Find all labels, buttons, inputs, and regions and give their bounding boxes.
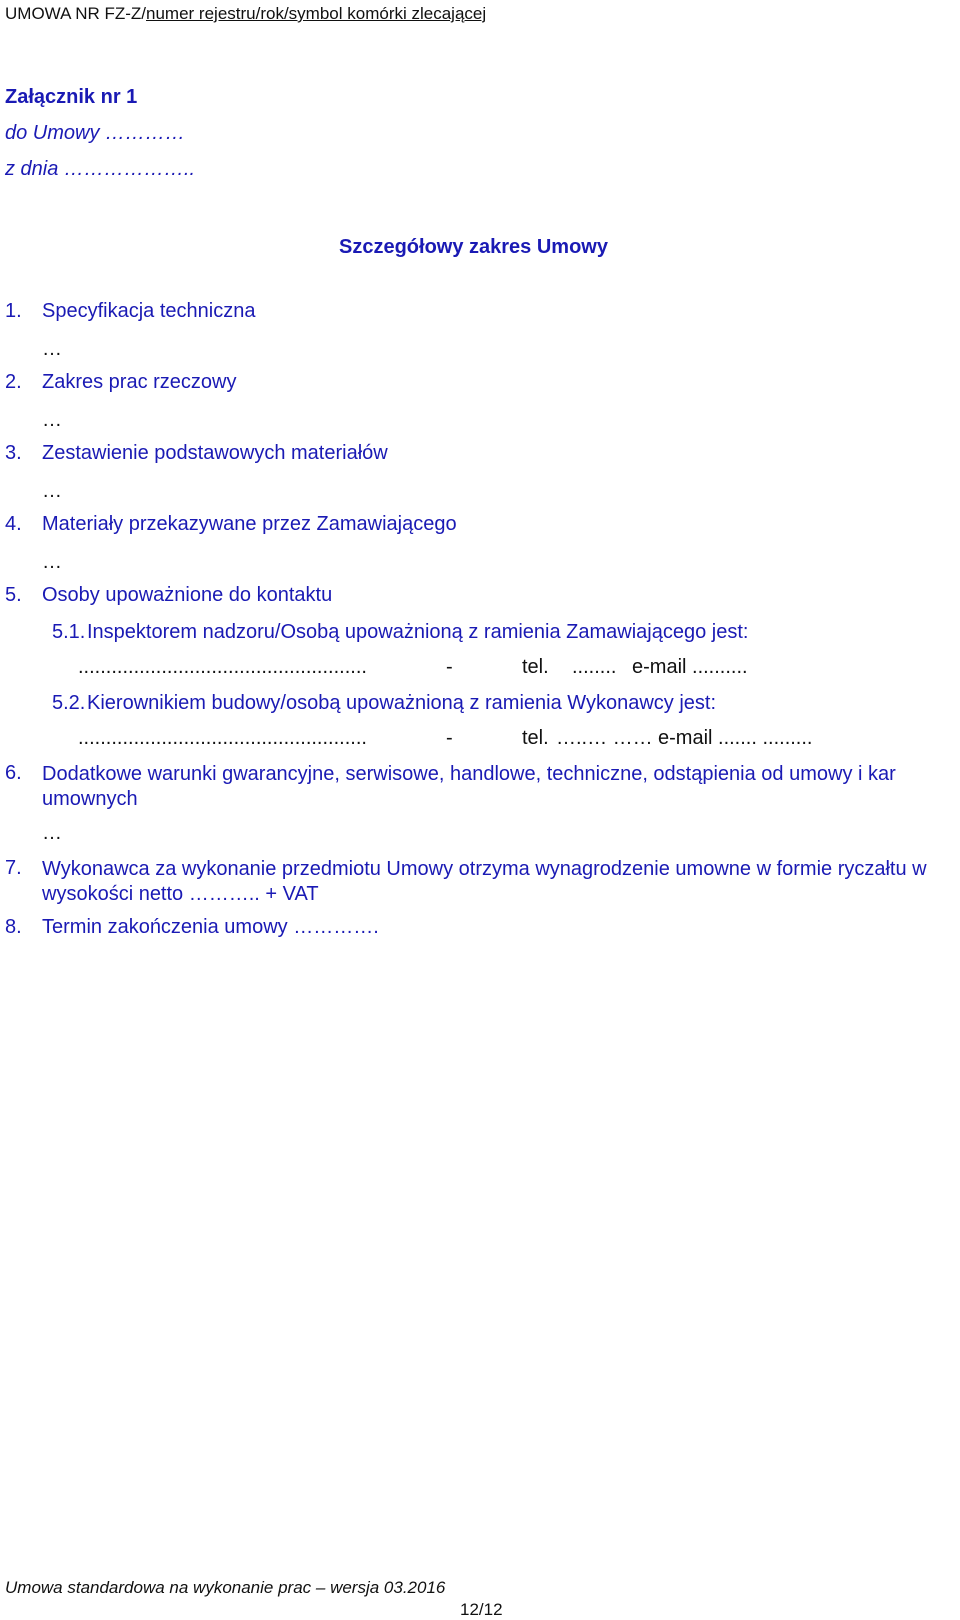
- annex-contract: do Umowy …………: [5, 122, 186, 144]
- ellipsis-placeholder: …: [42, 480, 62, 502]
- item-number: 1.: [5, 300, 22, 322]
- sub-item-text: Kierownikiem budowy/osobą upoważnioną z ramienia Wykonawcy jest:: [87, 692, 717, 714]
- contact-email: e-mail ....... .........: [658, 727, 813, 749]
- item-text: Materiały przekazywane przez Zamawiającego: [42, 513, 457, 535]
- item-text: Osoby upoważnione do kontaktu: [42, 584, 333, 606]
- contact-name-dots: ....................................................: [78, 727, 367, 749]
- page-number: 12/12: [460, 1600, 503, 1619]
- item-number: 8.: [5, 916, 22, 938]
- ellipsis-placeholder: …: [42, 551, 62, 573]
- item-text: Dodatkowe warunki gwarancyjne, serwisowe, handlowe, techniczne, odstąpienia od umowy i kar umownych: [42, 763, 896, 810]
- document-header: [5, 4, 486, 24]
- annex-date: z dnia ………………..: [5, 158, 196, 180]
- document-title: Szczegółowy zakres Umowy: [339, 236, 608, 258]
- contact-tel-value: ........: [572, 656, 617, 678]
- contact-tel-value: …..… ……: [556, 727, 653, 749]
- contact-dash: -: [446, 656, 453, 678]
- annex-title: Załącznik nr 1: [5, 86, 138, 108]
- contact-dash: -: [446, 727, 453, 749]
- item-text: Specyfikacja techniczna: [42, 300, 256, 322]
- item-text: Zakres prac rzeczowy: [42, 371, 237, 393]
- ellipsis-placeholder: …: [42, 338, 62, 360]
- ellipsis-placeholder: …: [42, 822, 62, 844]
- item-text: Wykonawca za wykonanie przedmiotu Umowy otrzyma wynagrodzenie umowne w formie ryczałtu w wysokości netto ……….. + VAT: [42, 858, 927, 905]
- contact-email: e-mail ..........: [632, 656, 748, 678]
- item-number: 4.: [5, 513, 22, 535]
- item-number: 2.: [5, 371, 22, 393]
- header-prefix: UMOWA NR FZ-Z/: [5, 4, 147, 23]
- sub-item-text: Inspektorem nadzoru/Osobą upoważnioną z ramienia Zamawiającego jest:: [87, 621, 749, 643]
- contact-name-dots: ....................................................: [78, 656, 367, 678]
- item-number: 6.: [5, 762, 22, 784]
- footer-title: Umowa standardowa na wykonanie prac – wersja 03.2016: [5, 1578, 446, 1597]
- header-placeholder: numer rejestru/rok/symbol komórki zlecającej: [146, 4, 487, 23]
- sub-item: 5.2. Kierownikiem budowy/osobą upoważnioną z ramienia Wykonawcy jest:: [52, 692, 717, 714]
- item-text: Termin zakończenia umowy ………….: [42, 916, 379, 938]
- item-number: 3.: [5, 442, 22, 464]
- contact-tel-label: tel.: [522, 727, 549, 749]
- ellipsis-placeholder: …: [42, 409, 62, 431]
- contact-tel-label: tel.: [522, 656, 549, 678]
- item-number: 5.: [5, 584, 22, 606]
- item-number: 7.: [5, 857, 22, 879]
- item-text: Zestawienie podstawowych materiałów: [42, 442, 388, 464]
- sub-item: 5.1. Inspektorem nadzoru/Osobą upoważnioną z ramienia Zamawiającego jest:: [52, 621, 749, 643]
